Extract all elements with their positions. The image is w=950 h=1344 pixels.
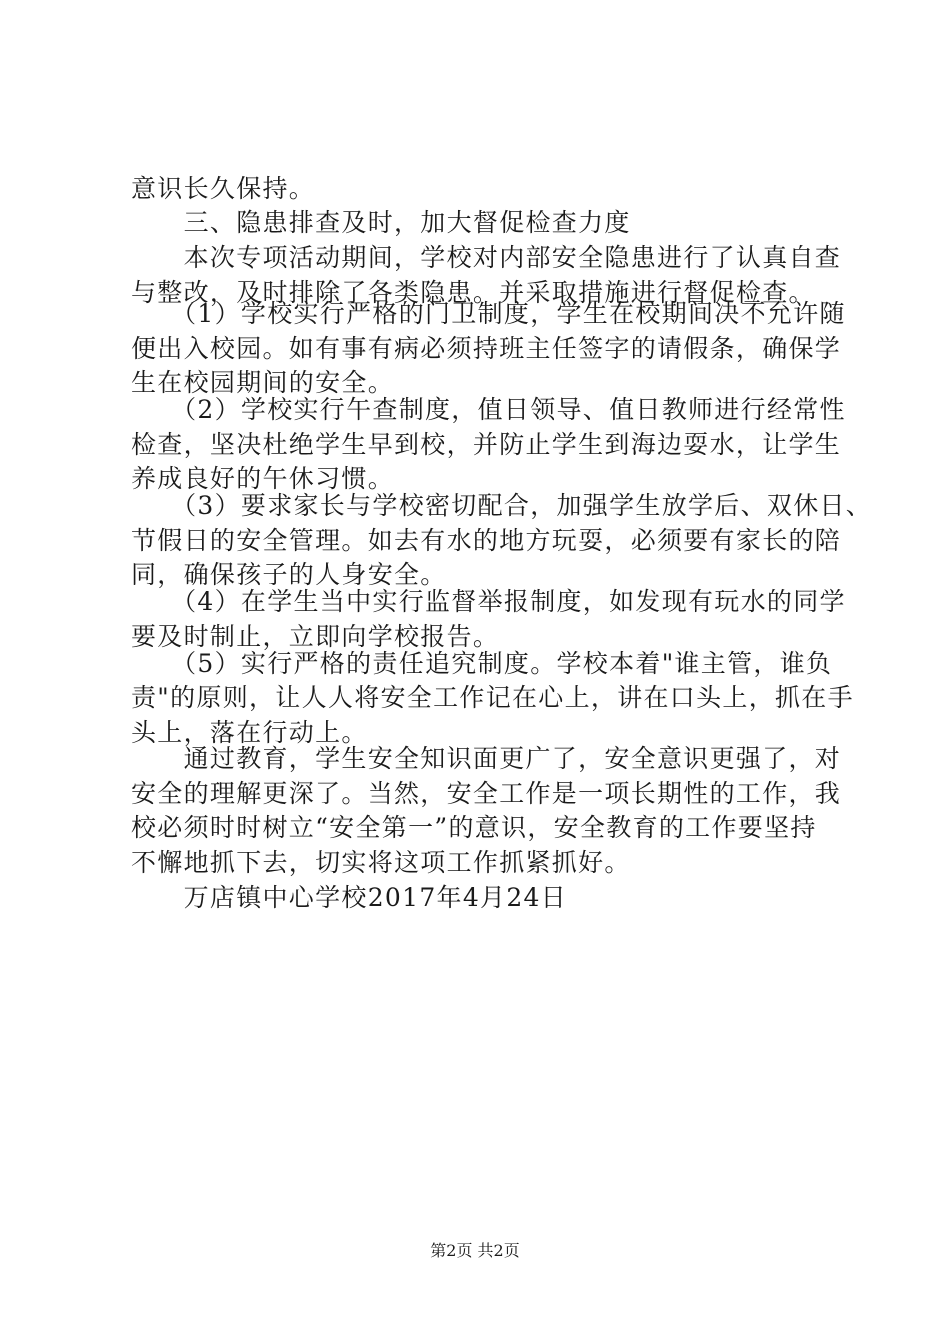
text-line: 节假日的安全管理。如去有水的地方玩耍，必须要有家长的陪 [131,526,842,555]
text-line: 与整改，及时排除了各类隐患。并采取措施进行督促检查。 [131,278,815,307]
signature-date-line: 万店镇中心学校2017年4月24日 [131,883,568,912]
text-line: 养成良好的午休习惯。 [131,464,395,493]
text-line: （5）实行严格的责任追究制度。学校本着"谁主管，谁负 [131,649,833,678]
page-footer: 第2页 共2页 [430,1241,520,1260]
section-heading: 三、隐患排查及时，加大督促检查力度 [131,208,631,237]
text-line: （2）学校实行午查制度，值日领导、值日教师进行经常性 [131,395,846,424]
text-line: 头上，落在行动上。 [131,718,368,747]
text-line: 要及时制止，立即向学校报告。 [131,622,500,651]
text-line: （3）要求家长与学校密切配合，加强学生放学后、双休日、 [131,491,873,520]
text-line: 便出入校园。如有事有病必须持班主任签字的请假条，确保学 [131,334,842,363]
text-line: 同，确保孩子的人身安全。 [131,560,447,589]
text-line: （4）在学生当中实行监督举报制度，如发现有玩水的同学 [131,587,846,616]
text-line: 责"的原则，让人人将安全工作记在心上，讲在口头上，抓在手 [131,683,854,712]
text-line: 本次专项活动期间，学校对内部安全隐患进行了认真自查 [131,243,842,272]
text-line: 意识长久保持。 [131,174,316,203]
text-line: 生在校园期间的安全。 [131,368,395,397]
text-line: 通过教育，学生安全知识面更广了，安全意识更强了，对 [131,744,842,773]
text-line: 检查，坚决杜绝学生早到校，并防止学生到海边耍水，让学生 [131,430,842,459]
text-line: （1）学校实行严格的门卫制度，学生在校期间决不允许随 [131,299,846,328]
text-line: 安全的理解更深了。当然，安全工作是一项长期性的工作，我 [131,779,842,808]
text-line: 校必须时时树立“安全第一”的意识，安全教育的工作要坚持 [131,813,817,842]
text-line: 不懈地抓下去，切实将这项工作抓紧抓好。 [131,848,631,877]
